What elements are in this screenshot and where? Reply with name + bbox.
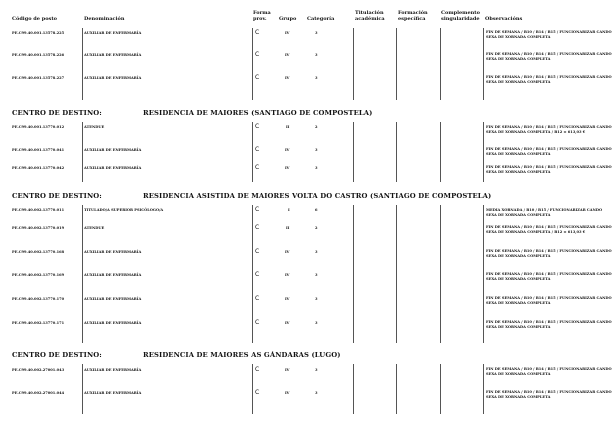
row-name: AUXILIAR DE ENFERMARÍA — [84, 297, 142, 301]
row-forma: C — [255, 146, 260, 153]
row-code: PE.C99.40.002.13770.019 — [12, 226, 65, 230]
row-forma: C — [255, 248, 260, 255]
header-categoria: Categoría — [307, 16, 335, 22]
row-name: ATENDUE — [84, 125, 105, 129]
section-label: CENTRO DE DESTINO: — [12, 351, 102, 359]
header-formacion: Formación específica — [398, 10, 428, 22]
row-obs: FIN DE SEMANA / B10 / B14 / B15 / FUNCIONARIZAR CANDO SEXA DE XORNADA COMPLETA — [486, 390, 612, 399]
row-code: PE.C99.40.002.27001.044 — [12, 391, 65, 395]
row-grupo: IV — [285, 250, 290, 254]
header-complemento: Complemento singularidade — [441, 10, 480, 22]
row-cat: 3 — [315, 31, 318, 35]
row-grupo: IV — [285, 76, 290, 80]
row-grupo: II — [286, 226, 290, 230]
row-name: AUXILIAR DE ENFERMARÍA — [84, 53, 142, 57]
row-cat: 3 — [315, 368, 318, 372]
row-name: TITULADO/A SUPERIOR PSICÓLOGO/A — [84, 208, 164, 212]
section-heading — [12, 351, 341, 359]
row-code: PE.C99.40.001.13770.012 — [12, 125, 65, 129]
row-code: PE.C99.40.002.13770.168 — [12, 250, 65, 254]
row-grupo: IV — [285, 321, 290, 325]
row-obs: FIN DE SEMANA / B10 / B14 / B15 / FUNCIONARIZAR CANDO SEXA DE XORNADA COMPLETA — [486, 320, 612, 329]
row-code: PE.C99.40.001.13578.225 — [12, 31, 65, 35]
row-obs: FIN DE SEMANA / B10 / B14 / B15 / FUNCIONARIZAR CANDO SEXA DE XORNADA COMPLETA — [486, 52, 612, 61]
row-cat: 2 — [315, 226, 318, 230]
row-obs: FIN DE SEMANA / B10 / B14 / B15 / FUNCIONARIZAR CANDO SEXA DE XORNADA COMPLETA — [486, 296, 612, 305]
row-cat: 3 — [315, 53, 318, 57]
section-title: RESIDENCIA ASISTIDA DE MAIORES VOLTA DO CASTRO (SANTIAGO DE COMPOSTELA) — [143, 192, 492, 200]
section-heading — [12, 109, 372, 117]
section-title: RESIDENCIA DE MAIORES AS GÁNDARAS (LUGO) — [143, 351, 341, 359]
row-name: AUXILIAR DE ENFERMARÍA — [84, 321, 142, 325]
header-titulacion: Titulación académica — [355, 10, 385, 22]
row-obs: FIN DE SEMANA / B10 / B14 / B15 / FUNCIONARIZAR CANDO SEXA DE XORNADA COMPLETA — [486, 272, 612, 281]
row-name: AUXILIAR DE ENFERMARÍA — [84, 31, 142, 35]
row-forma: C — [255, 164, 260, 171]
row-cat: 3 — [315, 273, 318, 277]
row-grupo: IV — [285, 391, 290, 395]
row-code: PE.C99.40.002.13770.170 — [12, 297, 65, 301]
row-obs: FIN DE SEMANA / B10 / B14 / B15 / FUNCIONARIZAR CANDO SEXA DE XORNADA COMPLETA — [486, 75, 612, 84]
row-obs: FIN DE SEMANA / B10 / B14 / B15 / FUNCIONARIZAR CANDO SEXA DE XORNADA COMPLETA / B12 = 613,03 € — [486, 225, 612, 234]
row-grupo: IV — [285, 148, 290, 152]
header-codigo: Código de posto — [12, 16, 57, 22]
row-name: AUXILIAR DE ENFERMARÍA — [84, 273, 142, 277]
row-grupo: IV — [285, 273, 290, 277]
row-name: AUXILIAR DE ENFERMARÍA — [84, 76, 142, 80]
row-forma: C — [255, 366, 260, 373]
row-grupo: IV — [285, 297, 290, 301]
row-code: PE.C99.40.001.13578.226 — [12, 53, 65, 57]
row-forma: C — [255, 271, 260, 278]
row-cat: 3 — [315, 391, 318, 395]
row-forma: C — [255, 51, 260, 58]
row-obs: FIN DE SEMANA / B10 / B14 / B15 / FUNCIONARIZAR CANDO SEXA DE XORNADA COMPLETA — [486, 165, 612, 174]
row-cat: 3 — [315, 76, 318, 80]
row-name: AUXILIAR DE ENFERMARÍA — [84, 391, 142, 395]
section-title: RESIDENCIA DE MAIORES (SANTIAGO DE COMPOSTELA) — [143, 109, 373, 117]
section-heading — [12, 192, 491, 200]
row-cat: 3 — [315, 321, 318, 325]
row-forma: C — [255, 224, 260, 231]
row-forma: C — [255, 123, 260, 130]
row-forma: C — [255, 206, 260, 213]
row-code: PE.C99.40.002.13770.169 — [12, 273, 65, 277]
row-obs: FIN DE SEMANA / B10 / B14 / B15 / FUNCIONARIZAR CANDO SEXA DE XORNADA COMPLETA — [486, 30, 612, 39]
row-code: PE.C99.40.002.27001.043 — [12, 368, 65, 372]
row-forma: C — [255, 74, 260, 81]
row-obs: FIN DE SEMANA / B10 / B14 / B15 / FUNCIONARIZAR CANDO SEXA DE XORNADA COMPLETA — [486, 249, 612, 258]
row-forma: C — [255, 389, 260, 396]
row-cat: 3 — [315, 148, 318, 152]
row-grupo: I — [288, 208, 290, 212]
header-denominacion: Denominación — [84, 16, 125, 22]
row-code: PE.C99.40.001.13578.227 — [12, 76, 65, 80]
row-forma: C — [255, 29, 260, 36]
row-name: ATENDUE — [84, 226, 105, 230]
row-grupo: II — [286, 125, 290, 129]
section-label: CENTRO DE DESTINO: — [12, 192, 102, 200]
section-label: CENTRO DE DESTINO: — [12, 109, 102, 117]
header-observacions: Observacións — [485, 16, 523, 22]
row-cat: 6 — [315, 208, 318, 212]
row-grupo: IV — [285, 53, 290, 57]
row-cat: 3 — [315, 297, 318, 301]
row-code: PE.C99.40.001.13770.041 — [12, 148, 65, 152]
row-cat: 3 — [315, 166, 318, 170]
row-grupo: IV — [285, 368, 290, 372]
row-name: AUXILIAR DE ENFERMARÍA — [84, 250, 142, 254]
row-obs: FIN DE SEMANA / B10 / B14 / B15 / FUNCIONARIZAR CANDO SEXA DE XORNADA COMPLETA / B12 = 613,03 € — [486, 125, 612, 134]
row-grupo: IV — [285, 31, 290, 35]
row-obs: MEDIA XORNADA / B10 / B15 / FUNCIONARIZAR CANDO SEXA DE XORNADA COMPLETA — [486, 208, 603, 217]
row-obs: FIN DE SEMANA / B10 / B14 / B15 / FUNCIONARIZAR CANDO SEXA DE XORNADA COMPLETA — [486, 147, 612, 156]
row-forma: C — [255, 319, 260, 326]
row-code: PE.C99.40.002.13770.171 — [12, 321, 65, 325]
row-name: AUXILIAR DE ENFERMARÍA — [84, 368, 142, 372]
row-forma: C — [255, 295, 260, 302]
row-name: AUXILIAR DE ENFERMARÍA — [84, 148, 142, 152]
row-cat: 3 — [315, 250, 318, 254]
row-code: PE.C99.40.001.13770.042 — [12, 166, 65, 170]
row-name: AUXILIAR DE ENFERMARÍA — [84, 166, 142, 170]
row-obs: FIN DE SEMANA / B10 / B14 / B15 / FUNCIONARIZAR CANDO SEXA DE XORNADA COMPLETA — [486, 367, 612, 376]
row-code: PE.C99.40.002.13770.011 — [12, 208, 65, 212]
header-forma: Forma prov. — [253, 10, 271, 22]
row-grupo: IV — [285, 166, 290, 170]
header-grupo: Grupo — [279, 16, 297, 22]
row-cat: 2 — [315, 125, 318, 129]
